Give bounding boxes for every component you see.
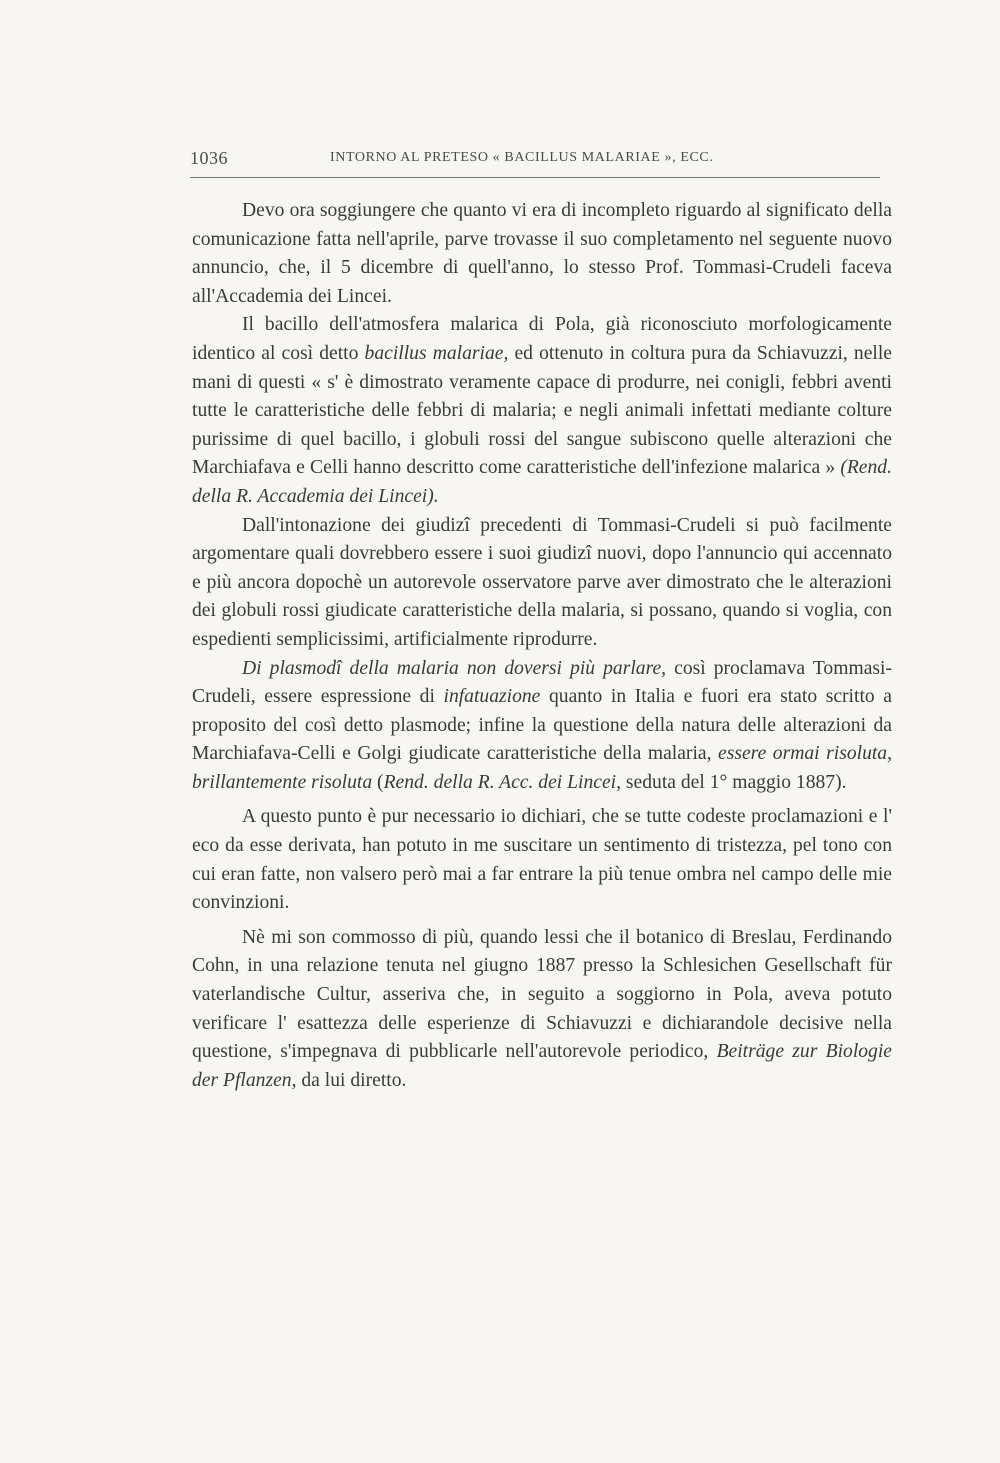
paragraph-4-text-a: così proclamava Tommasi-Crudeli, essere espressione di — [192, 657, 892, 708]
paragraph-3 — [192, 512, 892, 655]
paragraph-4-text-b: quanto in Italia e fuori era stato scritto a proposito del così detto plasmode; infine la questione della natura delle alterazioni da Marchiafava-Celli e Golgi giudicate caratteristiche della malaria, — [192, 686, 892, 765]
page-number: 1036 — [190, 148, 228, 168]
paragraph-2-text-b: ed ottenuto in coltura pura da Schiavuzzi, nelle mani di questi « s' è dimostrato veramente capace di produrre, nei conigli, febbri aventi tutte le caratteristiche delle febbri di malaria; e negli animali infettati mediante colture purissime di quel bacillo, i globuli rossi del sangue subiscono quelle alterazioni che Marchiafava e Celli hanno descritto come caratteristiche dell'infezione malarica » — [192, 342, 892, 479]
body-text — [192, 197, 892, 1095]
header-rule — [190, 177, 880, 178]
paragraph-1 — [192, 197, 892, 311]
paragraph-2-italic-bacillus: bacillus malariae, — [364, 342, 509, 364]
paragraph-4-text-c: ( — [372, 771, 384, 793]
paragraph-6 — [192, 924, 892, 1096]
paragraph-4-italic-quote: Di plasmodî della malaria non doversi più parlare, — [242, 657, 667, 679]
running-head — [190, 148, 880, 172]
paragraph-4-italic-risoluta: essere ormai risoluta, brillantemente risoluta — [192, 743, 893, 793]
paragraph-5 — [192, 803, 892, 917]
paragraph-4-citation: Rend. della R. Acc. dei Lincei, — [383, 771, 622, 793]
paragraph-1-text: Devo ora soggiungere che quanto vi era di incompleto riguardo al significato della comunicazione fatta nell'aprile, parve trovasse il suo completamento nel seguente nuovo annuncio, che, il 5 dicembre di quell'anno, lo stesso Prof. Tommasi-Crudeli faceva all'Accademia dei Lincei. — [192, 200, 892, 307]
paragraph-6-italic-journal: Beiträge zur Biologie der Pflanzen, — [192, 1041, 892, 1091]
paragraph-2-citation: (Rend. della R. Accademia dei Lincei). — [192, 457, 892, 507]
paragraph-3-text: Dall'intonazione dei giudizî precedenti di Tommasi-Crudeli si può facilmente argomentare quali dovrebbero essere i suoi giudizî nuovi, dopo l'annuncio qui accennato e più ancora dopochè un autorevole osservatore parve aver dimostrato che le alterazioni dei globuli rossi giudicate caratteristiche della malaria, si possano, quando si voglia, con espedienti semplicissimi, artificialmente riprodurre. — [192, 514, 892, 650]
running-title: INTORNO AL PRETESO « BACILLUS MALARIAE », ECC. — [330, 150, 714, 165]
paragraph-4 — [192, 655, 892, 798]
paragraph-2 — [192, 311, 892, 511]
paragraph-2-text-a: Il bacillo dell'atmosfera malarica di Pola, già riconosciuto morfologicamente identico al così detto — [192, 314, 892, 364]
paragraph-6-text-a: Nè mi son commosso di più, quando lessi che il botanico di Breslau, Ferdinando Cohn, in una relazione tenuta nel giugno 1887 presso la Schlesichen Gesellschaft für vaterlandische Cultur, asseriva che, in seguito a soggiorno in Pola, aveva potuto verificare l' esattezza delle esperienze di Schiavuzzi e dichiarandole decisive nella questione, s'impegnava di pubblicarle nell'autorevole periodico, — [192, 926, 892, 1063]
paragraph-4-italic-infatuazione: infatuazione — [443, 686, 541, 708]
paragraph-5-text: A questo punto è pur necessario io dichiari, che se tutte codeste proclamazioni e l' eco da esse derivata, han potuto in me suscitare un sentimento di tristezza, pel tono con cui eran fatte, non valsero però mai a far entrare la più tenue ombra nel campo delle mie convinzioni. — [192, 806, 892, 914]
paragraph-4-text-d: seduta del 1° maggio 1887). — [621, 771, 847, 793]
paragraph-6-text-b: da lui diretto. — [296, 1069, 407, 1091]
